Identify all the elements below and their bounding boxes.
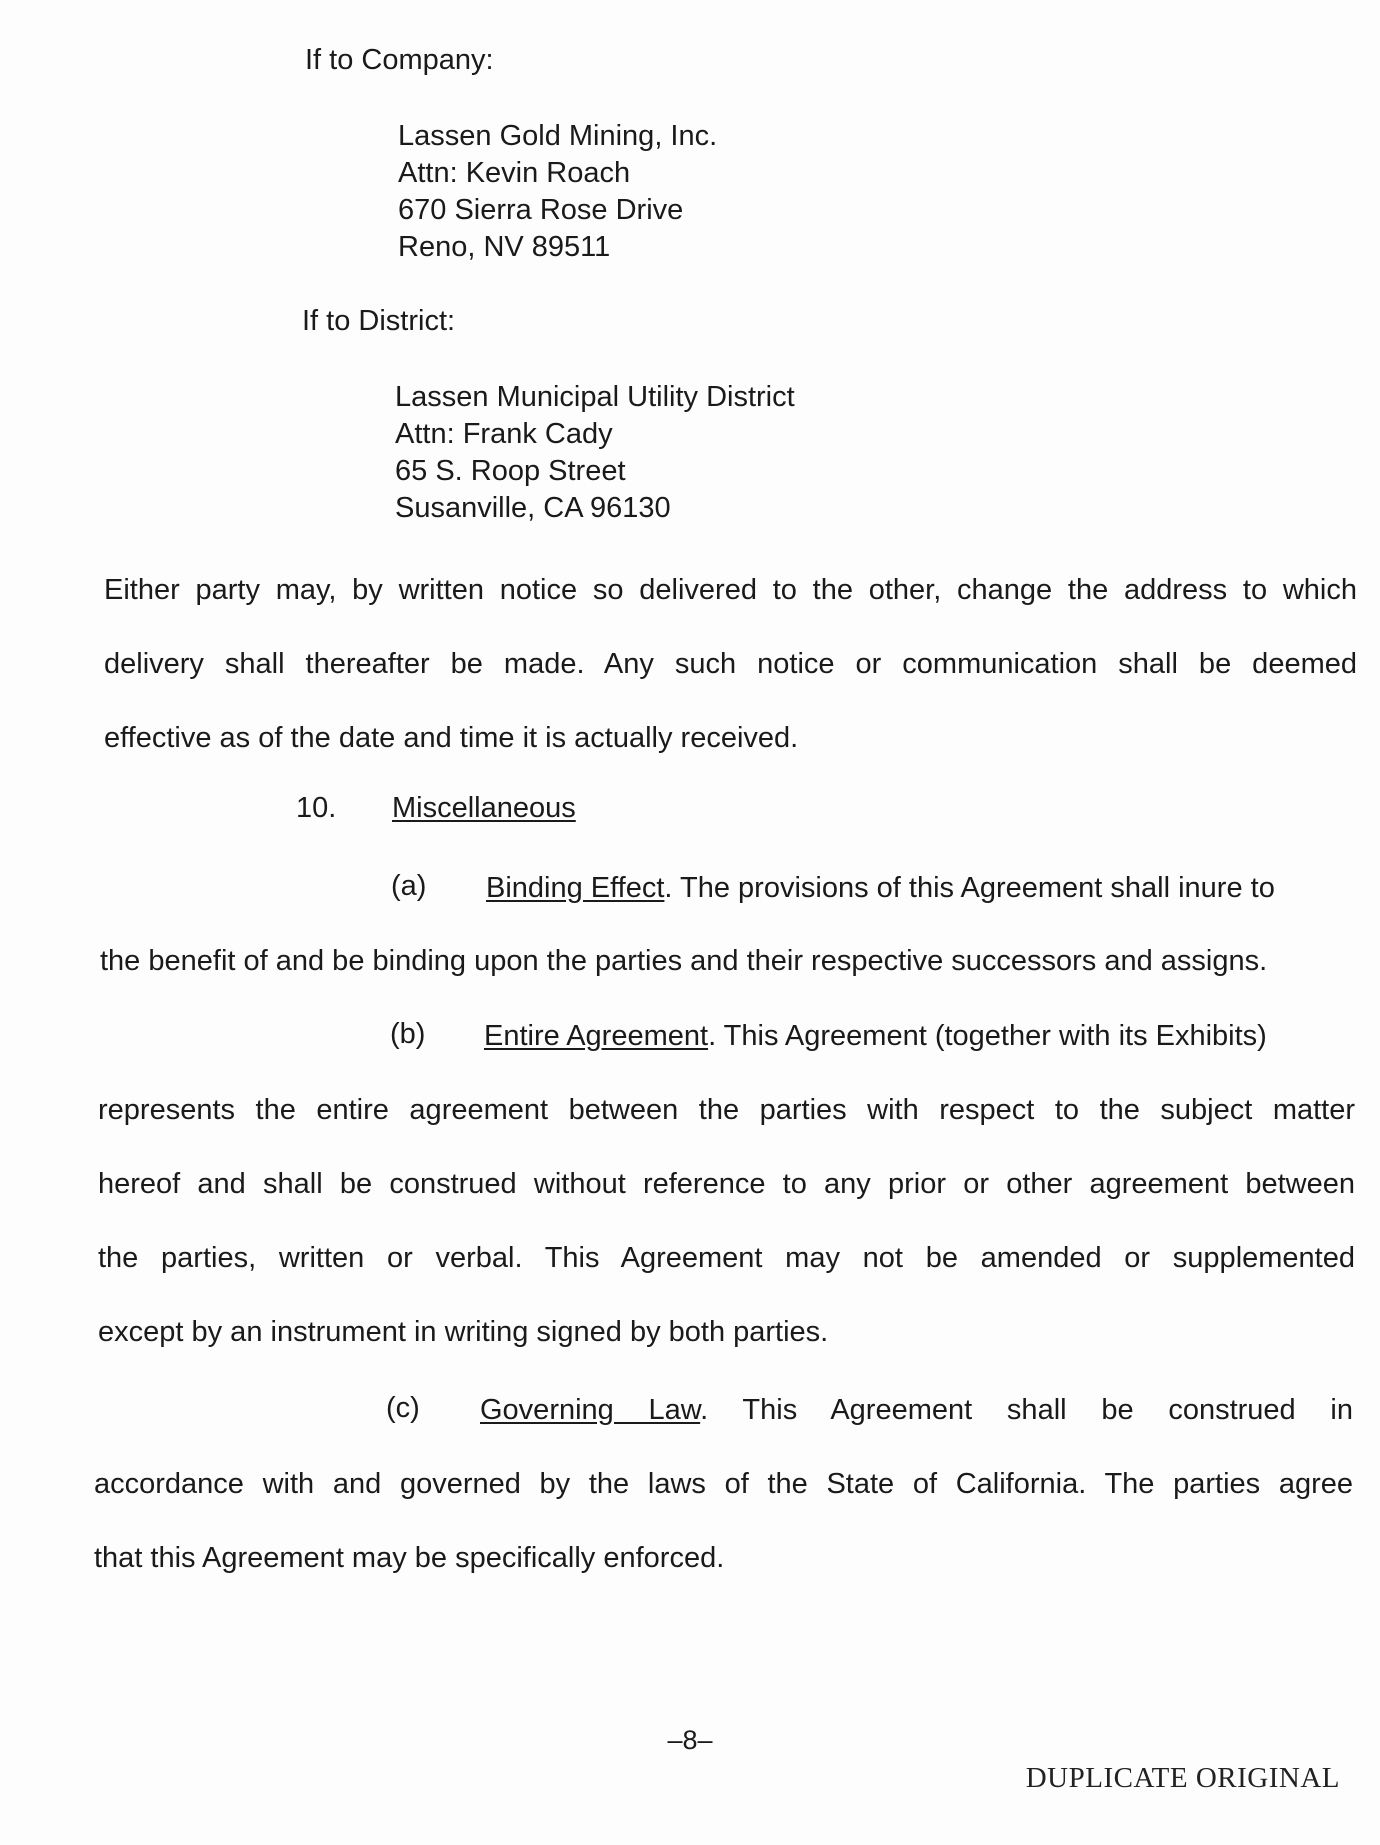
clause-a-first-line	[486, 870, 1357, 906]
district-address-line: 65 S. Roop Street	[395, 455, 626, 487]
clause-a-body	[100, 924, 1357, 998]
address-change-paragraph	[104, 553, 1357, 775]
clause-c-first-line	[480, 1392, 1353, 1428]
clause-a-letter: (a)	[391, 870, 427, 902]
clause-a-first-line-rest: . The provisions of this Agreement shall inure to	[664, 872, 1275, 904]
company-address-line: Lassen Gold Mining, Inc.	[398, 120, 718, 152]
district-notice-label: If to District:	[302, 305, 456, 337]
paragraph-line: represents the entire agreement between the parties with respect to the subject matter	[98, 1094, 1355, 1126]
clause-b-letter: (b)	[390, 1018, 426, 1050]
paragraph-line: delivery shall thereafter be made. Any such notice or communication shall be deemed	[104, 648, 1357, 680]
paragraph-line: the benefit of and be binding upon the parties and their respective successors and assigns.	[100, 945, 1268, 977]
clause-c-heading: Governing Law	[480, 1394, 701, 1426]
clause-c-first-line-rest: . This Agreement shall be construed in	[700, 1394, 1353, 1426]
district-address-line: Susanville, CA 96130	[395, 492, 671, 524]
section-10-number: 10.	[296, 792, 337, 824]
paragraph-line: accordance with and governed by the laws of the State of California. The parties agree	[94, 1468, 1353, 1500]
page-number: –8–	[667, 1725, 713, 1755]
district-address-line: Lassen Municipal Utility District	[395, 381, 795, 413]
duplicate-original-stamp: DUPLICATE ORIGINAL	[1025, 1762, 1340, 1794]
clause-b-body	[98, 1073, 1355, 1369]
company-address-line: Reno, NV 89511	[398, 231, 611, 263]
paragraph-line: effective as of the date and time it is actually received.	[104, 722, 799, 754]
clause-b-first-line	[484, 1018, 1267, 1054]
clause-a-heading: Binding Effect	[486, 872, 665, 904]
paragraph-line: Either party may, by written notice so delivered to the other, change the address to which	[104, 574, 1357, 606]
clause-c-letter: (c)	[386, 1392, 420, 1424]
paragraph-line: the parties, written or verbal. This Agreement may not be amended or supplemented	[98, 1242, 1355, 1274]
company-address-block	[398, 118, 717, 266]
company-notice-label: If to Company:	[305, 44, 494, 76]
company-address-line: Attn: Kevin Roach	[398, 157, 631, 189]
company-address-line: 670 Sierra Rose Drive	[398, 194, 684, 226]
clause-c-body	[94, 1447, 1353, 1595]
paragraph-line: except by an instrument in writing signed by both parties.	[98, 1316, 829, 1348]
district-address-line: Attn: Frank Cady	[395, 418, 613, 450]
district-address-block	[395, 379, 795, 527]
clause-b-first-line-rest: . This Agreement (together with its Exhibits)	[708, 1020, 1267, 1052]
paragraph-line: hereof and shall be construed without reference to any prior or other agreement between	[98, 1168, 1355, 1200]
paragraph-line: that this Agreement may be specifically enforced.	[94, 1542, 725, 1574]
section-10-title: Miscellaneous	[392, 792, 576, 824]
clause-b-heading: Entire Agreement	[484, 1020, 709, 1052]
